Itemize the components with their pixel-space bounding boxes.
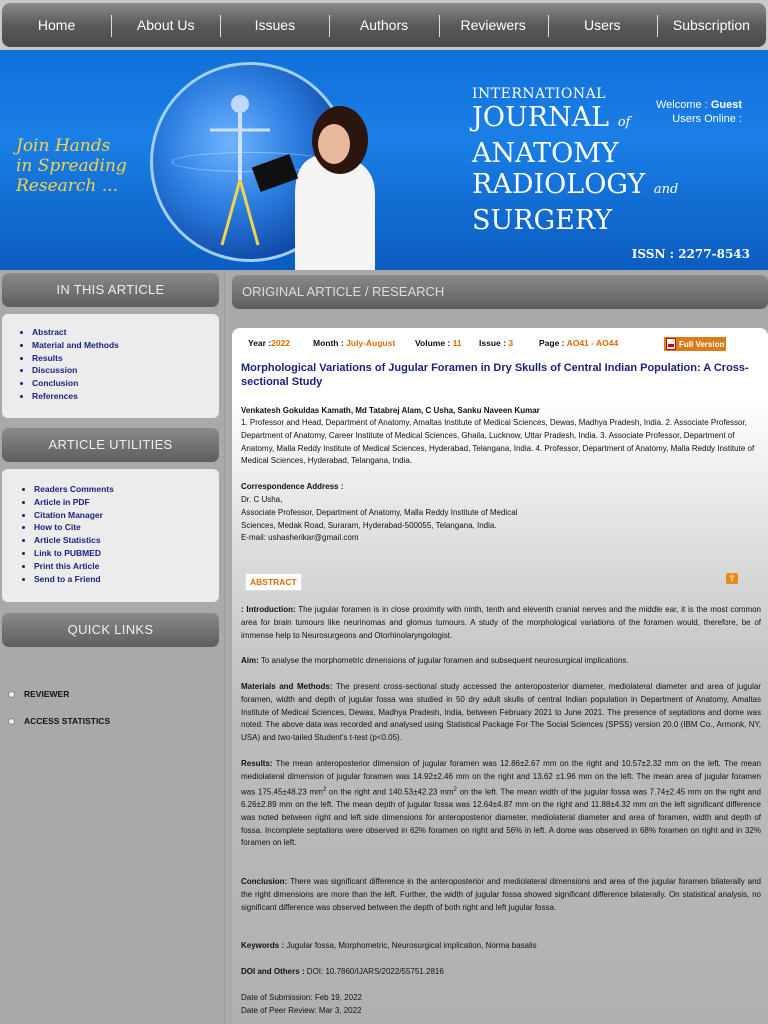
welcome-box <box>656 98 742 126</box>
article-utilities-heading: ARTICLE UTILITIES <box>2 428 219 462</box>
nav-reviewers[interactable]: Reviewers <box>439 3 548 47</box>
nav-bar <box>2 3 766 47</box>
link-send-friend[interactable]: • Send to a Friend <box>34 573 219 586</box>
nav-home[interactable]: Home <box>37 17 76 33</box>
abstract-tab[interactable]: ABSTRACT <box>245 573 302 591</box>
banner-tagline <box>16 136 127 196</box>
article-utilities-box <box>2 469 219 602</box>
link-material-methods[interactable]: • Material and Methods <box>32 339 219 352</box>
link-article-statistics[interactable]: • Article Statistics <box>34 534 219 547</box>
sidebar-divider <box>224 270 225 1024</box>
article-title: Morphological Variations of Jugular Foramen in Dry Skulls of Central Indian Population: A Cross-sectional Study <box>241 362 749 388</box>
tagline-line-2: in Spreading <box>16 156 127 176</box>
link-conclusion[interactable]: • Conclusion <box>32 377 219 390</box>
journal-title-anatomy: ANATOMY <box>472 138 619 169</box>
link-citation-manager[interactable]: • Citation Manager <box>34 509 219 522</box>
date-submission: Date of Submission: Feb 19, 2022 <box>241 993 362 1002</box>
meta-page: Page : AO41 - AO44 <box>539 338 619 348</box>
abstract-aim: Aim: To analyse the morphometric dimensions of jugular foramen and subsequent neurosurgical implications. <box>241 656 629 665</box>
link-abstract[interactable]: • Abstract <box>32 326 219 339</box>
abstract-methods: Materials and Methods: The present cross-sectional study accessed the anteroposterior diameter, mediolateral diameter and area of jugular foramen, width and depth of jugular fossa was studied in 50 dry adult skulls of central Indian population in Department of Anatomy, Amaltas Institute of Medical Sciences, Dewas, Madhya Pradesh, India, between February 2021 to June 2021. The presence of septations and dome was noted. The above data was recorded and analysed using Statistical Package For The Social Sciences (SPSS) version 20.0 (IBM Co., Armonk, NY, USA) and two-tailed Student's t-test (p<0.05). <box>241 682 762 743</box>
journal-title <box>472 86 678 236</box>
meta-month: Month : July-August <box>313 338 396 348</box>
nav-issues[interactable]: Issues <box>220 3 329 47</box>
link-discussion[interactable]: • Discussion <box>32 364 219 377</box>
nav-about-us[interactable]: About Us <box>111 3 220 47</box>
welcome-label: Welcome : <box>655 99 708 111</box>
correspondence-email: E-mail: ushasherikar@gmail.com <box>241 533 359 543</box>
journal-title-of: of <box>617 115 631 130</box>
full-version-link[interactable] <box>664 337 726 351</box>
tagline-line-1: Join Hands <box>16 136 111 156</box>
quick-link-access-statistics-label: ACCESS STATISTICS <box>24 716 111 726</box>
link-how-to-cite[interactable]: • How to Cite <box>34 521 219 534</box>
link-pubmed[interactable]: • Link to PUBMED <box>34 547 219 560</box>
welcome-user: Guest <box>710 99 742 111</box>
date-peer-review: Date of Peer Review: Mar 3, 2022 <box>241 1006 362 1015</box>
correspondence-line: Sciences, Medak Road, Suraram, Hyderabad-500055, Telangana, India. <box>241 520 497 530</box>
correspondence-line: Associate Professor, Department of Anatomy, Malla Reddy Institute of Medical <box>241 507 518 517</box>
abstract-introduction: : Introduction: The jugular foramen is in close proximity with ninth, tenth and eleventh cranial nerves and the middle ear, it is the most common area for brain tumours like neurinomas and glomus tumours. A study of the morphological variations of the foramen would, therefore, be of immense help to Neurosurgeons and Otorhinolaryngologist. <box>241 605 762 640</box>
section-heading: ORIGINAL ARTICLE / RESEARCH <box>232 275 768 309</box>
article-affiliations: 1. Professor and Head, Department of Anatomy, Amaltas Institute of Medical Sciences, Dewas, Madhya Pradesh, India. 2. Associate Professor, Department of Anatomy, Career Institute of Medical Sciences, Ghaila, Lucknow, Uttar Pradesh, India. 3. Associate Professor, Department of Anatomy, Malla Reddy Institute of Medical Sciences, Hyderabad, Telangana, India. 4. Professor, Department of Anatomy, Malla Reddy Institute of Medical Sciences, Hyderabad, Telangana, India. <box>241 418 755 466</box>
users-online: Users Online : <box>672 113 742 125</box>
abstract-results: Results: The mean anteroposterior dimension of jugular foramen was 12.86±2.67 mm on the right and 10.57±2.32 mm on the left. The mean mediolateral dimension of jugular foramen was 14.92±2.46 mm on the right and 13.62 ±1.96 mm on the left. The mean area of jugular foramen was 175.45±48.23 $mm^2$ on the right and 140.53±42.23 $mm^2$ on the left. The mean width of the jugular fossa was 7.74±2.45 mm on the right and 6.26±2.89 mm on the left. The mean depth of jugular fossa was 12.64±4.87 mm on the right and 11.88±4.32 mm on the left significant difference was noted between right and left side dimensions for anteroposterior diameter, mediolateral diameter and area of foramen, width and depth of fossa. Incomplete septations were observed in 62% foramen on right and 56% in left. A dome was observed in 68% foramen on right and in 32% foramen on left. <box>241 759 762 848</box>
article-authors: Venkatesh Gokuldas Kamath, Md Tatabrej Alam, C Usha, Sanku Naveen Kumar <box>241 406 540 415</box>
link-article-pdf[interactable]: • Article in PDF <box>34 496 219 509</box>
journal-title-journal: JOURNAL <box>472 102 610 133</box>
doctor-illustration <box>230 100 400 270</box>
meta-volume: Volume : 11 <box>415 338 462 348</box>
quick-link-reviewer[interactable] <box>8 689 69 699</box>
meta-issue: Issue : 3 <box>479 338 514 348</box>
quick-link-access-statistics[interactable] <box>8 716 110 726</box>
link-references[interactable]: • References <box>32 390 219 403</box>
tagline-line-3: Research ... <box>16 176 118 196</box>
link-readers-comments[interactable]: • Readers Comments <box>34 483 219 496</box>
nav-subscription[interactable]: Subscription <box>657 3 766 47</box>
journal-title-surgery: SURGERY <box>472 205 613 236</box>
quick-links-heading: QUICK LINKS <box>2 613 219 647</box>
doi-others: DOI and Others : DOI: 10.7860/IJARS/2022/55751.2816 <box>241 967 444 976</box>
bullet-icon <box>8 718 15 725</box>
full-version-label: Full Version <box>679 339 725 349</box>
link-print-article[interactable]: • Print this Article <box>34 560 219 573</box>
journal-banner <box>0 50 768 270</box>
journal-title-and: and <box>653 182 679 197</box>
correspondence-address <box>241 494 561 545</box>
article-panel <box>232 328 768 1024</box>
journal-title-international: INTERNATIONAL <box>472 86 606 102</box>
pdf-icon <box>666 338 676 350</box>
abstract-conclusion: Conclusion: There was significant difference in the anteroposterior and mediolateral dimensions and area of the jugular foramen bilaterally and the right dimensions are more than the left. Further, the width of jugular fossa showed significant difference bilaterally. On statistical analysis, no significant difference was observed between the depth of both right and left jugular fossa. <box>241 877 761 912</box>
in-this-article-heading: IN THIS ARTICLE <box>2 273 219 307</box>
correspondence-label: Correspondence Address : <box>241 482 344 491</box>
issn-label: ISSN : 2277-8543 <box>631 247 750 261</box>
link-results[interactable]: • Results <box>32 352 219 365</box>
top-navigation <box>0 0 768 50</box>
correspondence-line: Dr. C Usha, <box>241 495 283 504</box>
back-to-top-icon[interactable]: ⇧ <box>726 573 738 584</box>
quick-link-reviewer-label: REVIEWER <box>24 689 70 699</box>
bullet-icon <box>8 691 15 698</box>
nav-users[interactable]: Users <box>548 3 657 47</box>
journal-title-radiology: RADIOLOGY <box>472 169 646 200</box>
keywords: Keywords : Jugular fossa, Morphometric, Neurosurgical implication, Norma basalis <box>241 941 537 950</box>
meta-year: Year :2022 <box>248 338 291 348</box>
in-this-article-box <box>2 314 219 418</box>
nav-authors[interactable]: Authors <box>329 3 438 47</box>
